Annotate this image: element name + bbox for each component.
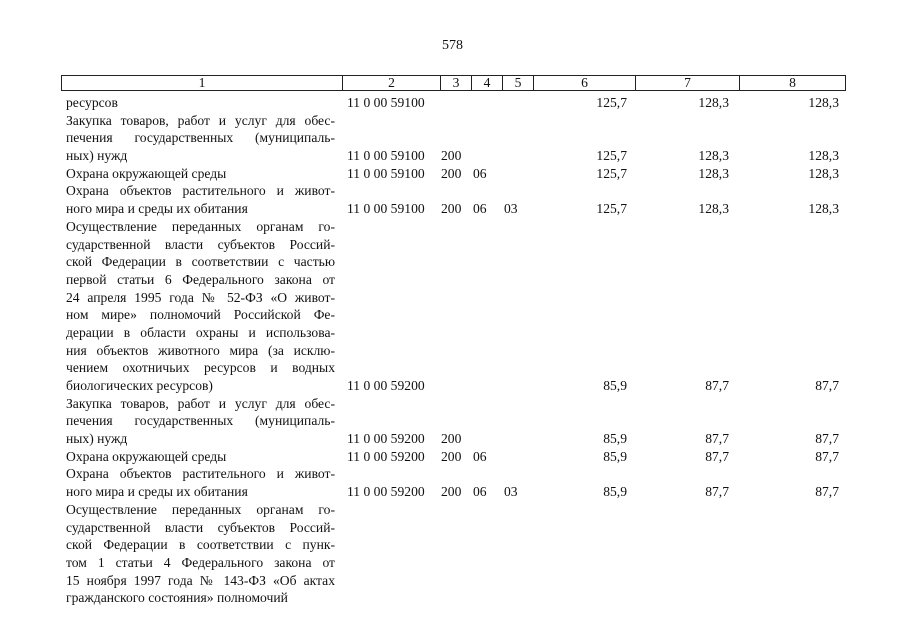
column-number-5: 5 [503,76,534,91]
amount-col-8: 87,7 [815,431,839,447]
description-line: Охрана окружающей среды [66,165,227,181]
description-line: сударственной власти субъектов Россий- [66,519,335,535]
table-row [0,501,905,607]
description-line: сударственной власти субъектов Россий- [66,236,335,252]
row-codes-and-values [0,94,905,112]
table-row [0,465,905,500]
amount-col-6: 85,9 [603,378,627,393]
row-codes-and-values [0,165,905,183]
column-number-1: 1 [62,76,343,91]
table-row [0,165,905,183]
amount-col-6: 85,9 [603,448,627,464]
description-line: 15 ноября 1997 года № 143-ФЗ «Об актах [66,572,335,588]
description-line: 24 апреля 1995 года № 52-ФЗ «О живот- [66,289,335,305]
expense-type-code: 200 [441,484,462,500]
description-line: ской Федерации в соответствии с пунк- [66,537,335,553]
column-number-2: 2 [343,76,441,91]
amount-col-7: 87,7 [705,431,729,447]
amount-col-6: 125,7 [596,165,627,181]
subsection-code: 03 [504,484,518,500]
section-code: 06 [473,448,487,464]
amount-col-8: 128,3 [808,165,839,181]
target-article-code: 11 0 00 59200 [347,378,425,393]
table-row [0,182,905,217]
amount-col-7: 128,3 [698,95,729,110]
row-description [66,218,335,395]
column-number-6: 6 [534,76,636,91]
column-number-3: 3 [441,76,472,91]
expense-type-code: 200 [441,448,462,464]
row-codes-and-values [0,377,905,395]
amount-col-6: 125,7 [596,95,627,110]
description-line: Осуществление переданных органам го- [66,218,335,234]
description-line: ном мире» полномочий Российской Фе- [66,307,335,323]
amount-col-7: 128,3 [698,201,729,217]
description-line: печения государственных (муниципаль- [66,130,335,146]
description-line: дерации в области охраны и использова- [66,324,335,340]
amount-col-8: 87,7 [815,378,839,393]
description-line: биологических ресурсов) [66,378,213,393]
amount-col-8: 128,3 [808,95,839,110]
amount-col-7: 87,7 [705,378,729,393]
amount-col-7: 87,7 [705,484,729,500]
row-codes-and-values [0,147,905,165]
target-article-code: 11 0 00 59200 [347,484,425,500]
amount-col-6: 85,9 [603,431,627,447]
target-article-code: 11 0 00 59100 [347,148,425,164]
column-number-8: 8 [740,76,846,91]
column-number-7: 7 [636,76,740,91]
description-line: ного мира и среды их обитания [66,484,248,500]
target-article-code: 11 0 00 59100 [347,201,425,217]
description-line: Закупка товаров, работ и услуг для обес- [66,395,335,411]
target-article-code: 11 0 00 59100 [347,165,425,181]
column-number-4: 4 [472,76,503,91]
description-line: ресурсов [66,95,118,110]
amount-col-7: 128,3 [698,148,729,164]
amount-col-8: 128,3 [808,148,839,164]
budget-table-body [0,94,905,607]
description-line: ской Федерации в соответствии с частью [66,254,335,270]
table-row [0,112,905,165]
description-line: чением охотничьих ресурсов и водных [66,360,335,376]
description-line: ного мира и среды их обитания [66,201,248,217]
description-line: первой статьи 6 Федерального закона от [66,271,335,287]
target-article-code: 11 0 00 59200 [347,431,425,447]
amount-col-7: 128,3 [698,165,729,181]
amount-col-7: 87,7 [705,448,729,464]
description-line: Закупка товаров, работ и услуг для обес- [66,112,335,128]
expense-type-code: 200 [441,165,462,181]
amount-col-6: 85,9 [603,484,627,500]
description-line: ных) нужд [66,431,128,447]
table-row [0,395,905,448]
description-line: гражданского состояния» полномочий [66,590,288,606]
expense-type-code: 200 [441,201,462,217]
row-codes-and-values [0,448,905,466]
description-line: ных) нужд [66,148,128,164]
description-line: Осуществление переданных органам го- [66,501,335,517]
target-article-code: 11 0 00 59200 [347,448,425,464]
page-number: 578 [442,38,463,53]
section-code: 06 [473,165,487,181]
description-line: Охрана окружающей среды [66,448,227,464]
table-row [0,94,905,112]
expense-type-code: 200 [441,431,462,447]
row-codes-and-values [0,483,905,501]
amount-col-6: 125,7 [596,148,627,164]
description-line: Охрана объектов растительного и живот- [66,466,335,482]
description-line: том 1 статьи 4 Федерального закона от [66,554,335,570]
amount-col-8: 128,3 [808,201,839,217]
target-article-code: 11 0 00 59100 [347,95,425,110]
section-code: 06 [473,201,487,217]
description-line: Охрана объектов растительного и живот- [66,183,335,199]
row-codes-and-values [0,589,905,607]
amount-col-8: 87,7 [815,484,839,500]
expense-type-code: 200 [441,148,462,164]
description-line: ния объектов животного мира (за исклю- [66,342,335,358]
section-code: 06 [473,484,487,500]
amount-col-6: 125,7 [596,201,627,217]
row-codes-and-values [0,200,905,218]
row-codes-and-values [0,430,905,448]
description-line: печения государственных (муниципаль- [66,413,335,429]
table-row [0,218,905,395]
table-row [0,448,905,466]
subsection-code: 03 [504,201,518,217]
amount-col-8: 87,7 [815,448,839,464]
column-number-header [61,75,846,91]
